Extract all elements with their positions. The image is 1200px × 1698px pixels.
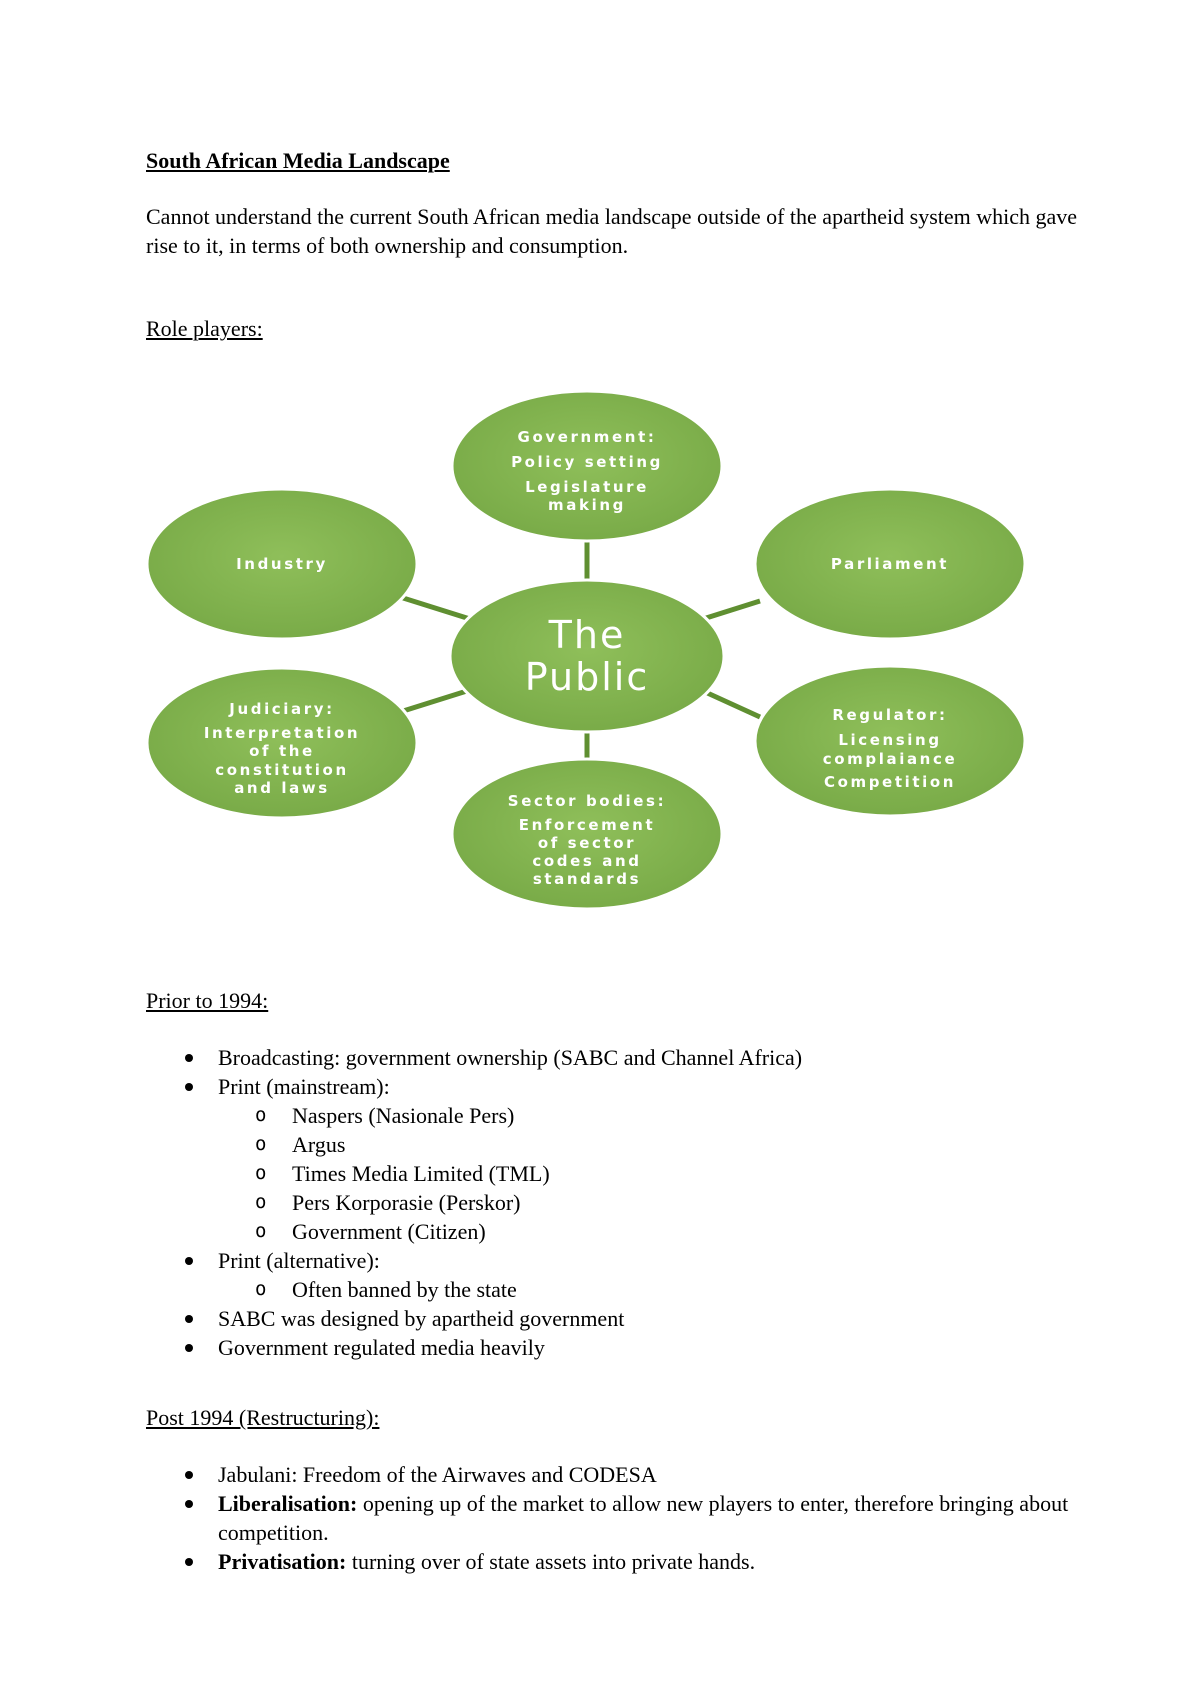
- node-regulator-line-3: complaiance: [822, 750, 958, 768]
- node-industry: [147, 489, 417, 639]
- list-item-term: Liberalisation:: [218, 1491, 358, 1516]
- list-item: o Pers Korporasie (Perskor): [146, 1188, 802, 1217]
- node-industry-line-1: Industry: [236, 555, 328, 573]
- list-item: o Naspers (Nasionale Pers): [146, 1101, 802, 1130]
- list-item: Print (alternative):: [146, 1246, 802, 1275]
- node-government-line-4: making: [548, 496, 626, 514]
- list-item: Broadcasting: government ownership (SABC and Channel Africa): [146, 1043, 802, 1072]
- node-parliament: [755, 489, 1025, 639]
- node-judiciary-line-1: Judiciary:: [229, 700, 335, 718]
- list-item-text: Jabulani: Freedom of the Airwaves and CODESA: [218, 1462, 657, 1487]
- node-the-public: [450, 580, 724, 732]
- list-item: o Argus: [146, 1130, 802, 1159]
- node-government-line-3: Legislature: [525, 478, 649, 496]
- list-item: Government regulated media heavily: [146, 1333, 802, 1362]
- connector-parliament: [703, 601, 760, 619]
- list-item: SABC was designed by apartheid government: [146, 1304, 802, 1333]
- node-judiciary-line-2: Interpretation: [203, 724, 361, 742]
- post-1994-heading: Post 1994 (Restructuring):: [146, 1405, 380, 1430]
- node-government-line-2: Policy setting: [511, 453, 663, 471]
- node-sector-bodies-line-3: of sector: [537, 834, 637, 852]
- node-sector-bodies-line-2: Enforcement: [518, 816, 656, 834]
- node-government-line-1: Government:: [517, 428, 657, 446]
- node-sector-bodies-line-5: standards: [532, 870, 642, 888]
- node-regulator-line-1: Regulator:: [832, 706, 948, 724]
- node-judiciary-line-5: and laws: [234, 779, 330, 797]
- list-item: [146, 1460, 1098, 1489]
- list-item-text: opening up of the market to allow new players to enter, therefore bringing about competition.: [218, 1491, 1069, 1545]
- connector-judiciary: [400, 690, 470, 712]
- node-judiciary-line-3: of the: [249, 742, 315, 760]
- node-sector-bodies-line-4: codes and: [532, 852, 642, 870]
- connector-regulator: [703, 691, 760, 717]
- list-item: [146, 1489, 1098, 1547]
- role-players-heading: Role players:: [146, 316, 263, 341]
- node-judiciary-line-4: constitution: [215, 761, 349, 779]
- node-regulator: [755, 666, 1025, 816]
- prior-1994-heading: Prior to 1994:: [146, 988, 269, 1013]
- prior-1994-list: [146, 1043, 802, 1362]
- node-judiciary: [147, 668, 417, 818]
- list-item: o Government (Citizen): [146, 1217, 802, 1246]
- connector-industry: [400, 597, 470, 619]
- list-item: o Often banned by the state: [146, 1275, 802, 1304]
- center-line-1: The: [548, 613, 626, 657]
- document-title: South African Media Landscape: [146, 148, 450, 173]
- node-regulator-line-2: Licensing: [838, 731, 942, 749]
- list-item: o Times Media Limited (TML): [146, 1159, 802, 1188]
- intro-paragraph: Cannot understand the current South African media landscape outside of the apartheid system which gave rise to it, in terms of both ownership and consumption.: [146, 204, 1078, 258]
- list-item-text: turning over of state assets into private hands.: [346, 1549, 756, 1574]
- node-government: [452, 391, 722, 541]
- center-line-2: Public: [524, 655, 650, 699]
- post-1994-list: [146, 1460, 1098, 1576]
- node-parliament-line-1: Parliament: [830, 555, 950, 573]
- list-item: Print (mainstream):: [146, 1072, 802, 1101]
- node-sector-bodies: [452, 759, 722, 909]
- list-item-term: Privatisation:: [218, 1549, 347, 1574]
- node-sector-bodies-line-1: Sector bodies:: [507, 792, 667, 810]
- node-regulator-line-4: Competition: [823, 773, 957, 791]
- list-item: [146, 1547, 1098, 1576]
